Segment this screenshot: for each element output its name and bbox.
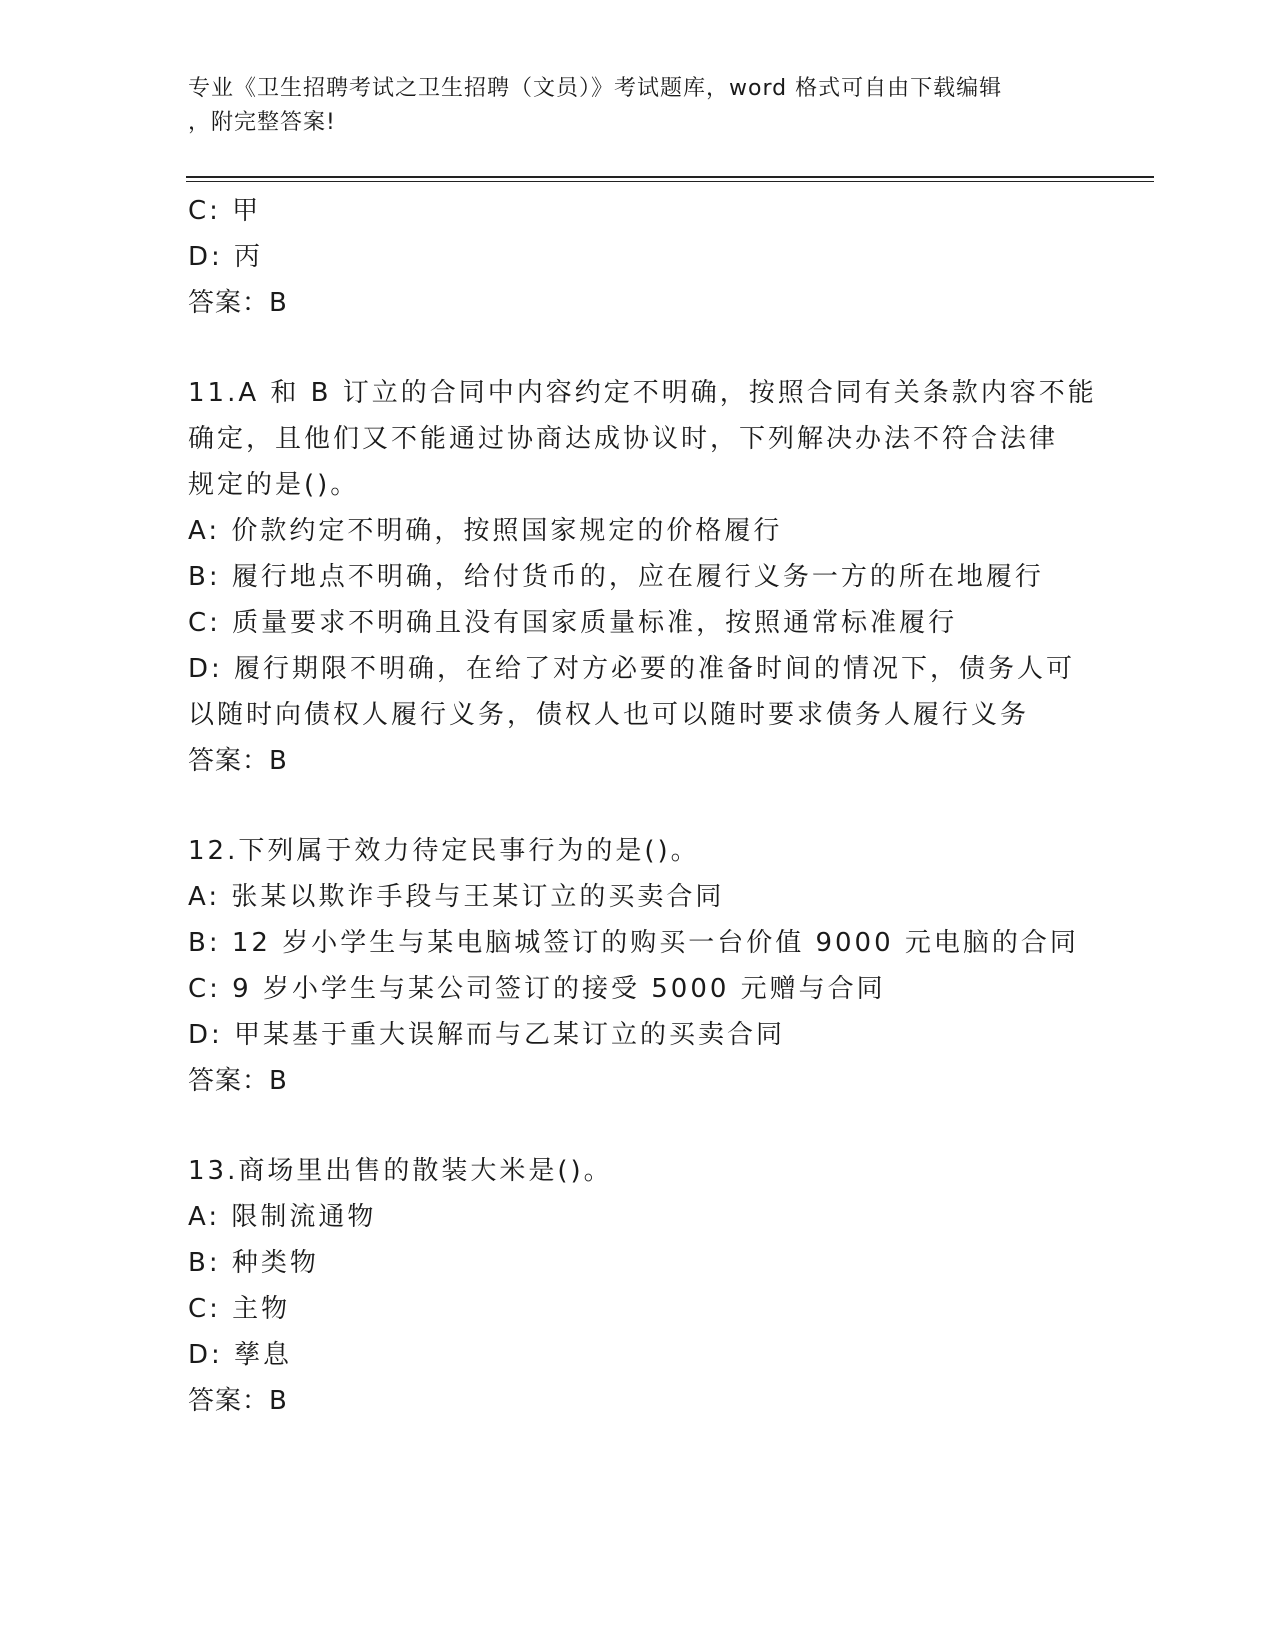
option-d-line: 以随时向债权人履行义务，债权人也可以随时要求债务人履行义务 [188,700,1030,730]
header-divider-thin [186,181,1154,182]
option-c: C: 9 岁小学生与某公司签订的接受 5000 元赠与合同 [188,974,886,1004]
header-line-1: 专业《卫生招聘考试之卫生招聘（文员）》考试题库，word 格式可自由下载编辑 [188,76,1003,101]
option-a: A: 张某以欺诈手段与王某订立的买卖合同 [188,882,725,912]
spacer [188,326,1088,370]
option-a: A: 限制流通物 [188,1202,377,1232]
option-d: D: 甲某基于重大误解而与乙某订立的买卖合同 [188,1020,786,1050]
spacer [188,1104,1088,1148]
question-block-11 [188,370,1097,784]
question-stem: 13.商场里出售的散装大米是()。 [188,1156,613,1186]
option-b: B: 12 岁小学生与某电脑城签订的购买一台价值 9000 元电脑的合同 [188,928,1079,958]
question-stem-line: 确定，且他们又不能通过协商达成协议时，下列解决办法不符合法律 [188,424,1059,454]
question-block-13 [188,1148,1088,1424]
option-c: C: 质量要求不明确且没有国家质量标准，按照通常标准履行 [188,608,958,638]
document-body [188,188,1097,1424]
option-d-line: D: 履行期限不明确，在给了对方必要的准备时间的情况下，债务人可 [188,654,1076,684]
question-block-previous [188,188,1088,326]
answer-line: 答案：B [188,1066,288,1096]
question-stem-line: 规定的是()。 [188,470,360,500]
answer-line: 答案：B [188,288,288,318]
question-stem-line: 11.A 和 B 订立的合同中内容约定不明确，按照合同有关条款内容不能 [188,378,1097,408]
spacer [188,784,1088,828]
option-c: C: 甲 [188,196,262,226]
option-d: D: 丙 [188,242,264,272]
option-d: D: 孳息 [188,1340,293,1370]
document-header [188,72,1088,140]
question-stem: 12.下列属于效力待定民事行为的是()。 [188,836,700,866]
option-a: A: 价款约定不明确，按照国家规定的价格履行 [188,516,783,546]
question-block-12 [188,828,1088,1104]
header-divider-thick [186,176,1154,178]
option-b: B: 种类物 [188,1248,319,1278]
header-line-2: ，附完整答案! [188,110,336,135]
option-c: C: 主物 [188,1294,291,1324]
option-b: B: 履行地点不明确，给付货币的，应在履行义务一方的所在地履行 [188,562,1044,592]
answer-line: 答案：B [188,746,288,776]
answer-line: 答案：B [188,1386,288,1416]
